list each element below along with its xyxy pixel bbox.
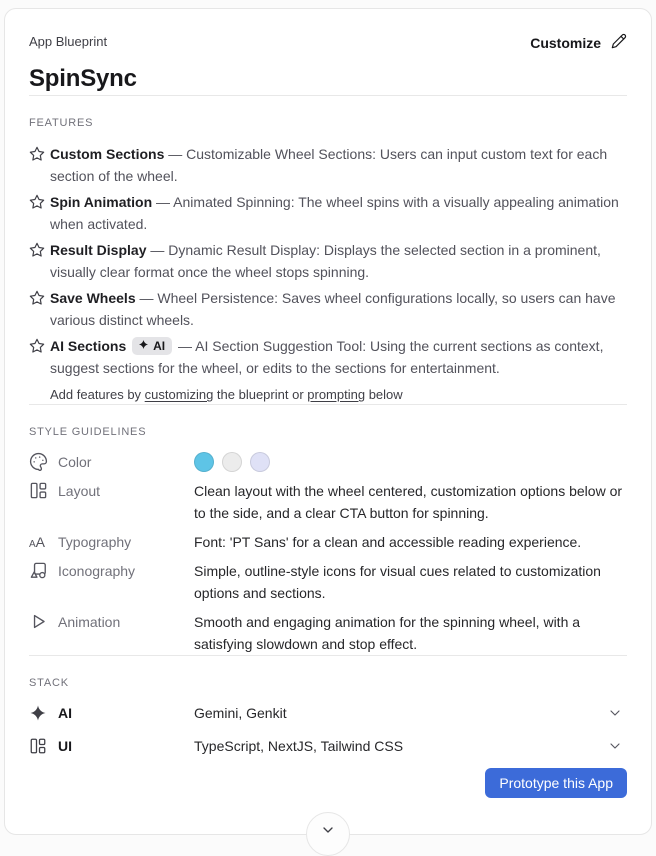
style-row-value: Smooth and engaging animation for the spinning wheel, with a satisfying slowdown and stop effect. <box>194 614 581 652</box>
feature-description: Wheel Persistence: Saves wheel configurations locally, so users can have various distinct wheels. <box>50 290 616 328</box>
style-row-animation <box>29 611 627 655</box>
palette-icon <box>29 452 49 472</box>
star-icon <box>29 290 45 306</box>
shapes-icon <box>29 561 49 581</box>
hint-text: the blueprint or <box>213 387 308 402</box>
customize-button[interactable] <box>530 33 627 53</box>
style-row-label: Typography <box>58 534 132 550</box>
feature-dash: — <box>139 290 154 306</box>
star-icon <box>29 146 45 162</box>
style-row-value: Font: 'PT Sans' for a clean and accessible reading experience. <box>194 534 582 550</box>
card-header <box>29 33 627 53</box>
feature-dash: — <box>156 194 171 210</box>
color-swatch-accent[interactable] <box>250 452 270 472</box>
features-list <box>29 143 627 379</box>
color-swatch-primary[interactable] <box>194 452 214 472</box>
prompting-link[interactable]: prompting <box>307 387 366 402</box>
star-icon <box>29 338 45 354</box>
stack-row-label: UI <box>58 738 72 754</box>
color-swatches <box>194 451 627 473</box>
customizing-link[interactable]: customizing <box>144 387 214 402</box>
stack-row-label: AI <box>58 705 72 721</box>
features-hint <box>50 385 627 404</box>
typography-icon-small-a: A <box>29 539 36 550</box>
feature-name: Custom Sections <box>50 146 165 162</box>
stack-row-value: Gemini, Genkit <box>194 705 287 721</box>
style-row-label: Animation <box>58 614 121 630</box>
layout-icon <box>29 736 49 756</box>
color-swatch-background[interactable] <box>222 452 242 472</box>
stack-row-value: TypeScript, NextJS, Tailwind CSS <box>194 738 404 754</box>
feature-description: Animated Spinning: The wheel spins with a visually appealing animation when activated. <box>50 194 619 232</box>
ai-badge <box>132 337 172 355</box>
feature-row-spin-animation <box>29 191 627 235</box>
feature-description: AI Section Suggestion Tool: Using the current sections as context, suggest sections for the wheel, or edits to the sections for entertainment. <box>50 338 604 376</box>
style-row-value: Clean layout with the wheel centered, customization options below or to the side, and a clear CTA button for spinning. <box>194 483 623 521</box>
customize-button-label: Customize <box>530 35 601 51</box>
app-blueprint-label: App Blueprint <box>29 34 108 49</box>
chevron-down-icon[interactable] <box>607 738 623 754</box>
cta-row <box>29 768 627 798</box>
stack-list <box>29 703 627 756</box>
pencil-icon <box>611 33 627 53</box>
style-row-layout <box>29 480 627 524</box>
feature-name: Spin Animation <box>50 194 153 210</box>
style-row-color <box>29 451 627 473</box>
layout-icon <box>29 481 49 501</box>
sparkle-icon <box>29 703 49 723</box>
chevron-down-icon[interactable] <box>607 705 623 721</box>
feature-name: Result Display <box>50 242 147 258</box>
feature-row-ai-sections <box>29 335 627 379</box>
hint-text: below <box>365 387 403 402</box>
feature-row-custom-sections <box>29 143 627 187</box>
feature-dash: — <box>178 338 193 354</box>
feature-description: Customizable Wheel Sections: Users can input custom text for each section of the wheel. <box>50 146 608 184</box>
typography-icon-big-a: A <box>35 534 46 550</box>
feature-name: Save Wheels <box>50 290 136 306</box>
prototype-this-app-button[interactable]: Prototype this App <box>485 768 627 798</box>
chevron-down-icon <box>320 825 336 843</box>
star-icon <box>29 194 45 210</box>
feature-description: Dynamic Result Display: Displays the selected section in a prominent, visually clear format once the wheel stops spinning. <box>50 242 601 280</box>
stack-row-ui[interactable] <box>29 736 627 756</box>
scroll-down-button[interactable] <box>306 812 350 856</box>
divider <box>29 404 627 405</box>
feature-text <box>50 335 627 379</box>
style-guidelines-section-label: STYLE GUIDELINES <box>29 426 147 438</box>
style-guidelines-list <box>29 451 627 655</box>
style-row-value: Simple, outline-style icons for visual cues related to customization options and sections. <box>194 563 601 601</box>
feature-dash: — <box>168 146 183 162</box>
hint-text: Add features by <box>50 387 145 402</box>
feature-row-result-display <box>29 239 627 283</box>
feature-row-save-wheels <box>29 287 627 331</box>
sparkle-icon <box>138 338 149 354</box>
feature-dash: — <box>150 242 165 258</box>
page-title: SpinSync <box>29 65 137 92</box>
stack-row-ai[interactable] <box>29 703 627 723</box>
star-icon <box>29 242 45 258</box>
feature-text <box>50 239 627 283</box>
feature-name: AI Sections <box>50 338 127 354</box>
feature-text <box>50 143 627 187</box>
ai-badge-label: AI <box>153 339 166 353</box>
divider <box>29 655 627 656</box>
style-row-label: Color <box>58 454 92 470</box>
style-row-label: Layout <box>58 483 101 499</box>
app-blueprint-card <box>4 8 652 835</box>
typography-icon <box>29 532 49 552</box>
divider <box>29 95 627 96</box>
style-row-typography <box>29 531 627 553</box>
play-icon <box>29 612 49 632</box>
stack-section-label: STACK <box>29 677 69 689</box>
feature-text <box>50 287 627 331</box>
style-row-iconography <box>29 560 627 604</box>
feature-text <box>50 191 627 235</box>
style-row-label: Iconography <box>58 563 136 579</box>
features-section-label: FEATURES <box>29 117 94 129</box>
